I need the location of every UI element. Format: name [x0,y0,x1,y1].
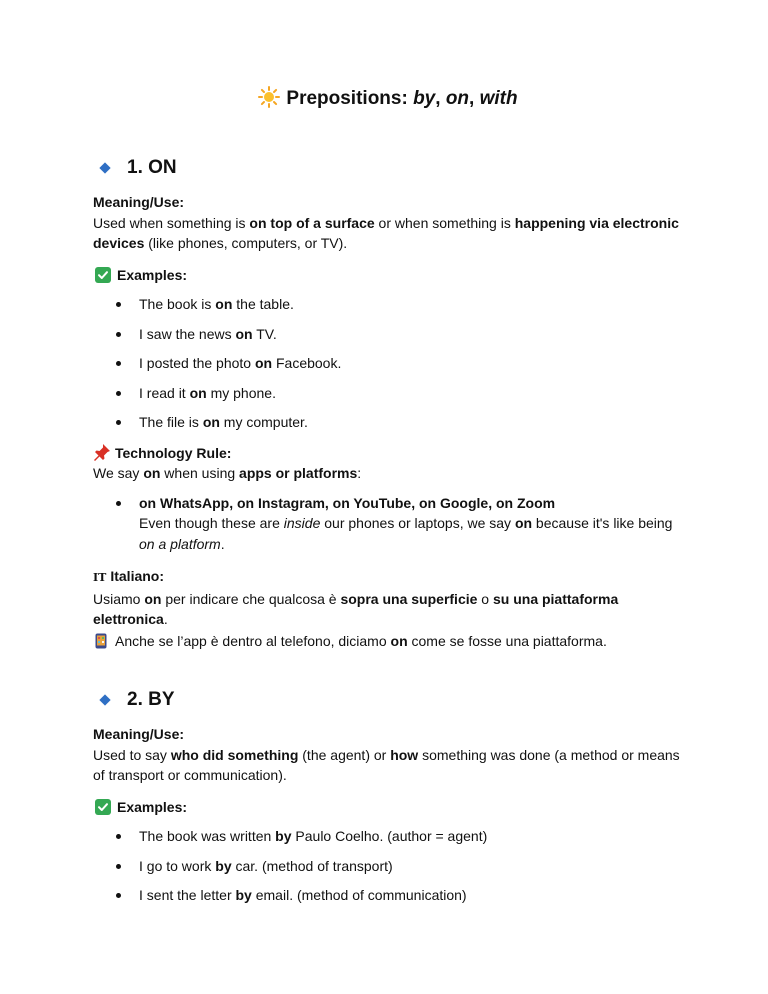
text-bold: on [235,325,253,342]
title-word-on: on [445,88,470,109]
meaning-label: Meaning/Use: [93,726,185,742]
sun-icon [258,86,280,108]
list-item [93,493,683,555]
italian-block [93,566,683,651]
text: something was done (a method or means of transport or communication). [93,746,680,783]
title-word-by: by [413,88,436,109]
text: Even though these are [139,515,284,531]
text: : [357,465,362,481]
text: car. (method of transport) [231,857,393,874]
text: I read it [139,384,190,401]
text-bold: how [390,746,419,763]
text: We say [93,465,144,481]
text: o [477,590,493,607]
meaning-text [93,745,683,786]
examples-list [93,294,683,433]
meaning-block [93,724,683,786]
heading-text: 1. ON [127,156,177,178]
italian-heading [93,566,683,589]
examples-list [93,826,683,906]
text: I sent the letter [139,887,236,903]
meaning-text [93,213,683,254]
text-bold: on [144,590,162,607]
section-by [93,687,683,906]
text-bold: on [514,515,533,531]
text-bold: who did something [170,746,299,763]
text-bold: sopra una superficie [340,590,478,607]
diamond-bullet-icon [99,694,110,705]
text-bold: by [215,857,232,874]
text: (like phones, computers, or TV). [144,235,348,251]
text: Paulo Coelho. (author = agent) [291,828,488,844]
technology-rule-label: Technology Rule: [115,444,232,461]
text-bold: happening via electronic devices [93,214,679,251]
text: . [163,611,168,627]
list-item [93,353,683,374]
text: The book is [139,296,216,312]
text: or when something is [374,214,515,231]
list-item [93,412,683,433]
check-icon [95,267,111,283]
text: The book was written [139,828,276,844]
list-item [93,294,683,315]
platforms-list [93,493,683,555]
text-bold: on [143,465,161,481]
pushpin-icon [93,443,111,461]
meaning-block [93,192,683,254]
examples-label: Examples: [117,798,188,815]
italian-label: Italiano: [110,568,165,584]
text: my computer. [219,414,308,430]
text: Used to say [93,746,171,763]
examples-heading [93,797,683,818]
text: the table. [232,296,294,312]
text: come se fosse una piattaforma. [407,632,607,649]
list-item [93,383,683,404]
text: when using [160,465,240,481]
platform-note [139,515,672,552]
text: TV. [252,325,277,342]
text-bold: on [215,296,233,312]
text: I go to work [139,857,216,874]
text: email. (method of communication) [251,887,467,903]
list-item [93,885,683,906]
text: (the agent) or [298,746,391,763]
diamond-bullet-icon [99,162,110,173]
text-bold: by [275,828,292,844]
text: per indicare che qualcosa è [161,590,341,607]
text: . [220,535,225,552]
list-item [93,324,683,345]
text-italic: inside [283,515,321,531]
italian-note [93,631,683,652]
text-bold: on [189,384,207,401]
section-on [93,155,683,651]
title-separator: , [435,88,446,109]
italian-text [93,589,683,630]
text: because it's like being [532,515,673,531]
text-bold: by [235,887,252,903]
heading-text: 2. BY [127,688,175,710]
list-item [93,826,683,847]
technology-rule-heading [93,443,683,464]
meaning-label: Meaning/Use: [93,194,185,210]
technology-rule-block [93,443,683,555]
text: Usiamo [93,590,145,607]
platforms-text: on WhatsApp, on Instagram, on YouTube, on Google, on Zoom [139,494,556,511]
text-bold: on [202,414,220,430]
text: my phone. [206,384,276,401]
text-bold: su una piattaforma elettronica [93,590,619,627]
italian-flag-icon: IT [93,571,107,584]
text: Anche se l’app è dentro al telefono, diciamo [115,632,391,649]
page-title [93,86,683,112]
text: Used when something is [93,214,250,231]
title-prefix: Prepositions: [286,88,414,109]
text: our phones or laptops, we say [320,515,515,531]
text: The file is [139,414,203,430]
text: Facebook. [272,355,342,371]
text-bold: on [254,355,273,371]
mobile-phone-icon [95,633,107,649]
text-bold: apps or platforms [239,465,358,481]
examples-label: Examples: [117,266,188,283]
section-heading-on [101,155,683,181]
section-heading-by [101,687,683,713]
title-word-with: with [479,88,518,109]
title-separator: , [469,88,480,109]
text-bold: on [390,632,408,649]
text: I posted the photo [139,355,255,371]
list-item [93,856,683,877]
text: I saw the news [139,325,236,342]
check-icon [95,799,111,815]
text-bold: on top of a surface [249,214,375,231]
technology-rule-text [93,463,683,484]
examples-heading [93,265,683,286]
text-italic: on a platform [139,535,221,552]
